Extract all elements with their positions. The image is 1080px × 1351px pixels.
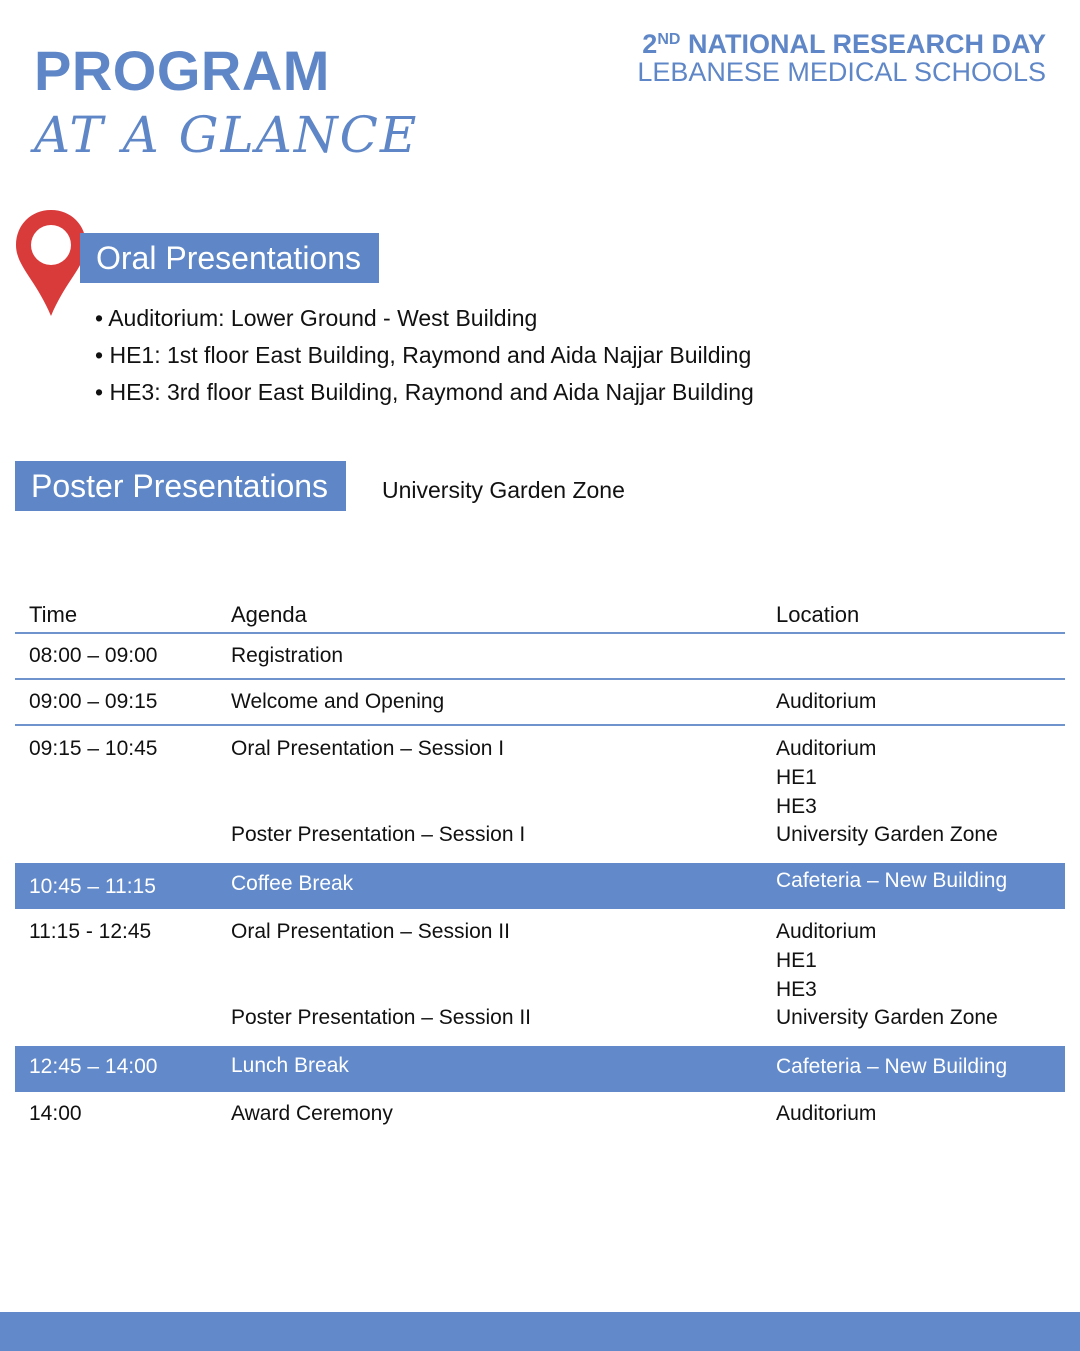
row-location: Cafeteria – New Building	[776, 1055, 1008, 1078]
row-location: HE1	[776, 766, 817, 789]
list-item: • HE1: 1st floor East Building, Raymond and Aida Najjar Building	[95, 337, 754, 374]
column-header-time: Time	[29, 602, 78, 627]
column-header-agenda: Agenda	[231, 602, 307, 627]
table-row-highlight	[15, 863, 1065, 909]
page-title: PROGRAM	[34, 39, 330, 102]
poster-presentations-heading: Poster Presentations	[15, 461, 346, 511]
event-heading	[637, 30, 1046, 86]
footer-bar	[0, 1312, 1080, 1351]
row-time: 09:15 – 10:45	[29, 737, 158, 760]
event-organizer: LEBANESE MEDICAL SCHOOLS	[637, 57, 1046, 87]
row-agenda: Oral Presentation – Session I	[231, 737, 505, 760]
row-agenda: Award Ceremony	[231, 1102, 393, 1125]
oral-presentations-heading: Oral Presentations	[80, 233, 379, 283]
table-row	[15, 726, 1065, 863]
row-agenda: Poster Presentation – Session I	[231, 823, 526, 846]
row-agenda: Welcome and Opening	[231, 690, 445, 713]
table-row-highlight	[15, 1046, 1065, 1092]
row-location: HE3	[776, 978, 817, 1001]
row-location: Cafeteria – New Building	[776, 869, 1008, 892]
event-ordinal-suffix: ND	[657, 31, 681, 48]
row-agenda: Poster Presentation – Session II	[231, 1006, 531, 1029]
column-header-location: Location	[776, 602, 860, 627]
table-header-row	[15, 598, 1065, 634]
map-pin-icon	[14, 208, 88, 318]
event-name: NATIONAL RESEARCH DAY	[687, 29, 1046, 59]
oral-locations-list	[95, 300, 754, 411]
row-time: 08:00 – 09:00	[29, 644, 158, 667]
row-location: University Garden Zone	[776, 1006, 998, 1029]
row-time: 14:00	[29, 1102, 82, 1125]
row-locations	[776, 917, 876, 1004]
row-location: Auditorium	[776, 737, 877, 760]
table-row	[15, 909, 1065, 1046]
list-item: • HE3: 3rd floor East Building, Raymond and Aida Najjar Building	[95, 374, 754, 411]
table-row	[15, 1092, 1065, 1136]
page-subtitle: AT A GLANCE	[34, 106, 419, 164]
row-time: 10:45 – 11:15	[29, 875, 156, 898]
row-agenda: Registration	[231, 644, 344, 667]
table-row	[15, 680, 1065, 726]
row-location: Auditorium	[776, 690, 877, 713]
row-agenda: Coffee Break	[231, 872, 354, 895]
row-agenda: Oral Presentation – Session II	[231, 920, 510, 943]
row-time: 09:00 – 09:15	[29, 690, 158, 713]
row-location: Auditorium	[776, 920, 877, 943]
row-location: Auditorium	[776, 1102, 877, 1125]
schedule-table	[15, 598, 1065, 1136]
row-locations	[776, 734, 876, 821]
row-location: HE3	[776, 795, 817, 818]
row-location: HE1	[776, 949, 817, 972]
row-time: 12:45 – 14:00	[29, 1055, 158, 1078]
list-item: • Auditorium: Lower Ground - West Building	[95, 300, 754, 337]
row-agenda: Lunch Break	[231, 1054, 349, 1077]
row-time: 11:15 - 12:45	[29, 920, 152, 943]
event-ordinal: 2	[642, 29, 658, 59]
table-row	[15, 634, 1065, 680]
row-location: University Garden Zone	[776, 823, 998, 846]
poster-location: University Garden Zone	[382, 477, 625, 503]
